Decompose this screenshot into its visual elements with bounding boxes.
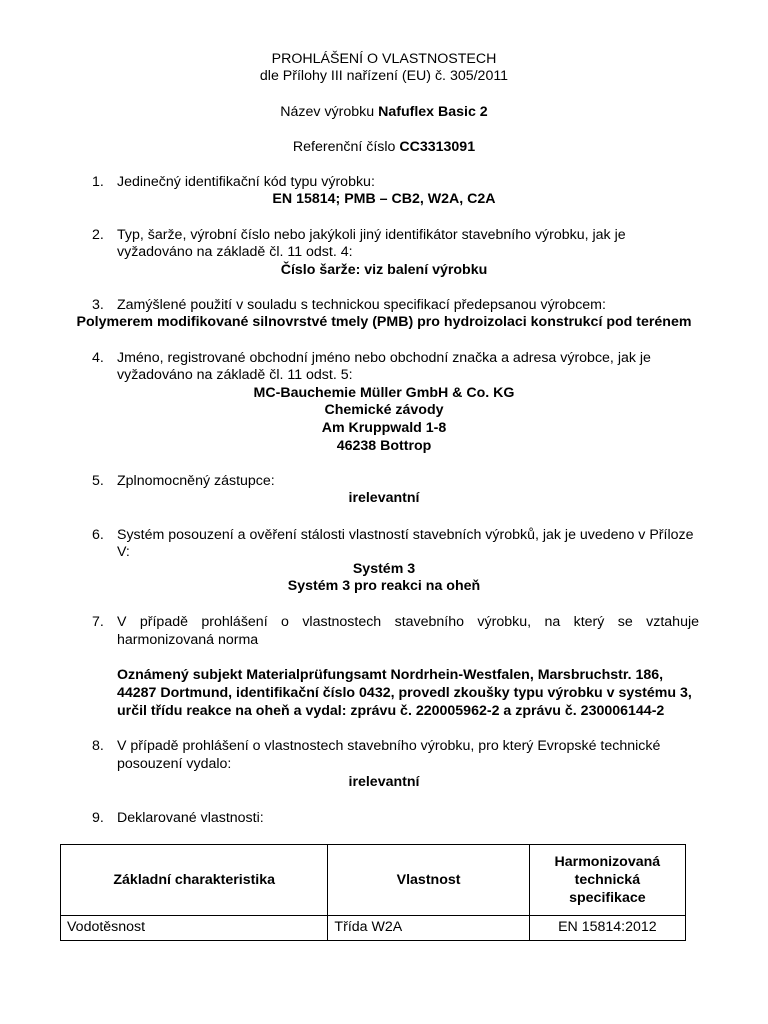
notified-body-text: Oznámený subjekt Materialprüfungsamt Nordrhein-Westfalen, Marsbruchstr. 186, — [117, 667, 664, 683]
item-text: V případě prohlášení o vlastnostech stavebního výrobku, pro který Evropské technické — [117, 738, 661, 754]
notified-body-text: určil třídu reakce na oheň a vydal: zprávu č. 220005962-2 a zprávu č. 230006144-2 — [117, 703, 665, 719]
item-answer: Číslo šarže: viz balení výrobku — [280, 262, 488, 278]
item-text-continued: vyžadováno na základě čl. 11 odst. 5: — [117, 367, 353, 383]
table-cell: Vodotěsnost — [61, 916, 328, 941]
document-title: PROHLÁŠENÍ O VLASTNOSTECH — [271, 51, 497, 67]
declared-properties-table — [60, 844, 686, 941]
item-answer: Systém 3 pro reakci na oheň — [287, 578, 481, 594]
product-line — [0, 104, 768, 122]
table-cell: EN 15814:2012 — [529, 916, 685, 941]
item-answer: irelevantní — [348, 490, 420, 506]
item-answer: EN 15814; PMB – CB2, W2A, C2A — [272, 191, 496, 207]
item-answer: Systém 3 — [352, 561, 416, 577]
item-number: 4. — [92, 350, 104, 366]
item-number: 3. — [92, 297, 104, 313]
product-name: Nafuflex Basic 2 — [378, 104, 488, 120]
item-number: 9. — [92, 810, 104, 826]
document-subtitle: dle Přílohy III nařízení (EU) č. 305/2011 — [259, 68, 509, 84]
manufacturer-address-line: 46238 Bottrop — [336, 438, 432, 454]
item-answer: irelevantní — [348, 774, 420, 790]
item-number: 2. — [92, 227, 104, 243]
column-header — [529, 845, 685, 916]
item-number: 7. — [92, 614, 104, 630]
notified-body-text: 44287 Dortmund, identifikační číslo 0432, provedl zkoušky typu výrobku v systému 3, — [117, 685, 692, 701]
item-text-continued: V: — [117, 544, 130, 560]
manufacturer-address-line: Am Kruppwald 1-8 — [321, 420, 447, 436]
item-answer: Polymerem modifikované silnovrstvé tmely (PMB) pro hydroizolaci konstrukcí pod terénem — [76, 314, 692, 330]
reference-label: Referenční číslo — [292, 139, 396, 155]
item-text: Deklarované vlastnosti: — [117, 810, 264, 826]
item-text: Zplnomocněný zástupce: — [117, 473, 275, 489]
item-text-continued: vyžadováno na základě čl. 11 odst. 4: — [117, 244, 353, 260]
column-header: Vlastnost — [328, 845, 529, 916]
manufacturer-address-line: Chemické závody — [324, 402, 444, 418]
reference-line — [0, 139, 768, 157]
item-text: Zamýšlené použití v souladu s technickou specifikací předepsanou výrobcem: — [117, 297, 606, 313]
table-row — [61, 916, 686, 941]
item-number: 8. — [92, 738, 104, 754]
column-header: Základní charakteristika — [61, 845, 328, 916]
column-header-line: specifikace — [569, 890, 646, 906]
product-label: Název výrobku — [280, 104, 375, 120]
table-header-row — [61, 845, 686, 916]
item-number: 1. — [92, 174, 104, 190]
column-header-line: technická — [574, 872, 641, 888]
item-text: Jedinečný identifikační kód typu výrobku: — [117, 174, 375, 190]
item-number: 5. — [92, 473, 104, 489]
item-text-continued: harmonizovaná norma — [117, 632, 259, 648]
table-cell: Třída W2A — [328, 916, 529, 941]
item-text: V případě prohlášení o vlastnostech stavebního výrobku, na který se vztahuje — [117, 614, 699, 630]
item-number: 6. — [92, 527, 104, 543]
reference-number: CC3313091 — [399, 139, 476, 155]
item-text-continued: posouzení vydalo: — [117, 756, 232, 772]
item-text: Systém posouzení a ověření stálosti vlastností stavebních výrobků, jak je uvedeno v Příloze — [117, 527, 694, 543]
item-text: Jméno, registrované obchodní jméno nebo obchodní značka a adresa výrobce, jak je — [117, 350, 651, 366]
manufacturer-name: MC-Bauchemie Müller GmbH & Co. KG — [253, 385, 515, 401]
column-header-line: Harmonizovaná — [554, 854, 661, 870]
item-text: Typ, šarže, výrobní číslo nebo jakýkoli jiný identifikátor stavebního výrobku, jak je — [117, 227, 626, 243]
